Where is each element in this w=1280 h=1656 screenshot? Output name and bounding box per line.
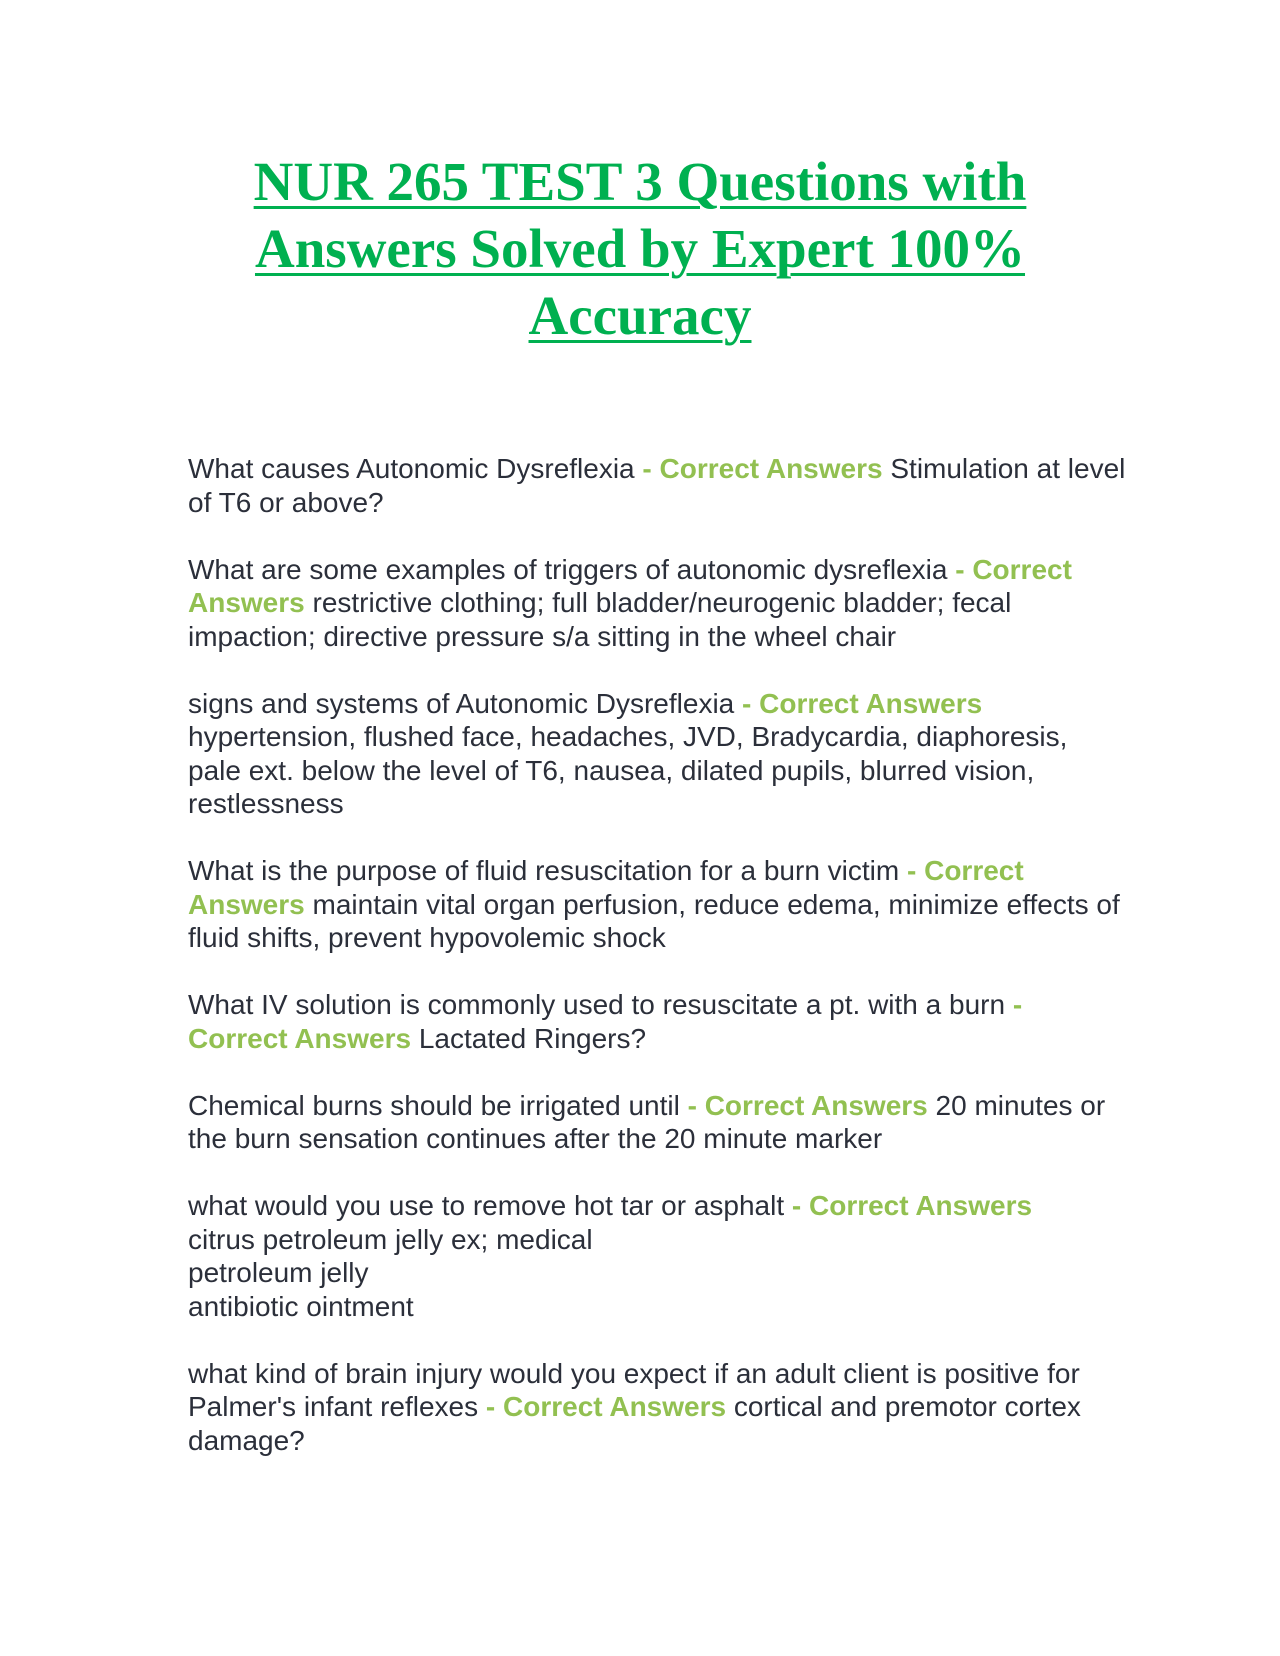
question-text: Chemical burns should be irrigated until: [188, 1089, 680, 1121]
answer-separator: - Correct Answers: [188, 855, 1024, 920]
title-line-1: NUR 265 TEST 3 Questions with: [253, 151, 1027, 212]
qa-list: [188, 452, 1128, 1491]
answer-separator: - Correct Answers: [687, 1089, 928, 1121]
answer-text: maintain vital organ perfusion, reduce edema, minimize effects of fluid shifts, prevent hypovolemic shock: [188, 888, 1120, 953]
question-text: What are some examples of triggers of autonomic dysreflexia: [188, 553, 948, 585]
qa-item: [188, 988, 1128, 1055]
answer-text: Lactated Ringers?: [418, 1022, 647, 1054]
question-text: What causes Autonomic Dysreflexia: [188, 453, 635, 484]
answer-text: 20 minutes or the burn sensation continues after the 20 minute marker: [188, 1089, 1106, 1154]
question-text: What IV solution is commonly used to resuscitate a pt. with a burn: [188, 989, 1006, 1020]
answer-text: hypertension, flushed face, headaches, JVD, Bradycardia, diaphoresis, pale ext. below the level of T6, nausea, dilated pupils, blurred vision, restlessness: [188, 721, 1068, 819]
document-title: [170, 148, 1110, 349]
answer-separator: - Correct Answers: [485, 1391, 727, 1422]
answer-separator: - Correct Answers: [188, 553, 1072, 618]
qa-item: [188, 553, 1128, 654]
question-text: what kind of brain injury would you expect if an adult client is positive for Palmer's infant reflexes: [188, 1357, 1080, 1422]
qa-item: [188, 687, 1128, 821]
answer-text: Stimulation at level of T6 or above?: [188, 453, 1126, 518]
title-line-3: Accuracy: [528, 285, 752, 346]
qa-item: [188, 452, 1128, 519]
title-line-2: Answers Solved by Expert 100%: [254, 218, 1026, 279]
answer-separator: - Correct Answers: [742, 687, 983, 719]
answer-separator: - Correct Answers: [642, 453, 883, 484]
qa-item: [188, 854, 1128, 955]
qa-item: [188, 1089, 1128, 1156]
question-text: What is the purpose of fluid resuscitation for a burn victim: [188, 855, 900, 886]
qa-item: [188, 1357, 1128, 1458]
question-text: what would you use to remove hot tar or asphalt: [188, 1190, 785, 1221]
answer-text: citrus petroleum jelly ex; medical petroleum jelly antibiotic ointment: [188, 1223, 593, 1322]
question-text: signs and systems of Autonomic Dysreflexia: [188, 687, 735, 719]
answer-separator: - Correct Answers: [188, 989, 1023, 1054]
qa-item: [188, 1189, 1128, 1323]
answer-separator: - Correct Answers: [791, 1190, 1033, 1221]
answer-text: restrictive clothing; full bladder/neurogenic bladder; fecal impaction; directive pressure s/a sitting in the wheel chair: [188, 587, 1012, 652]
answer-text: cortical and premotor cortex damage?: [188, 1391, 1081, 1456]
